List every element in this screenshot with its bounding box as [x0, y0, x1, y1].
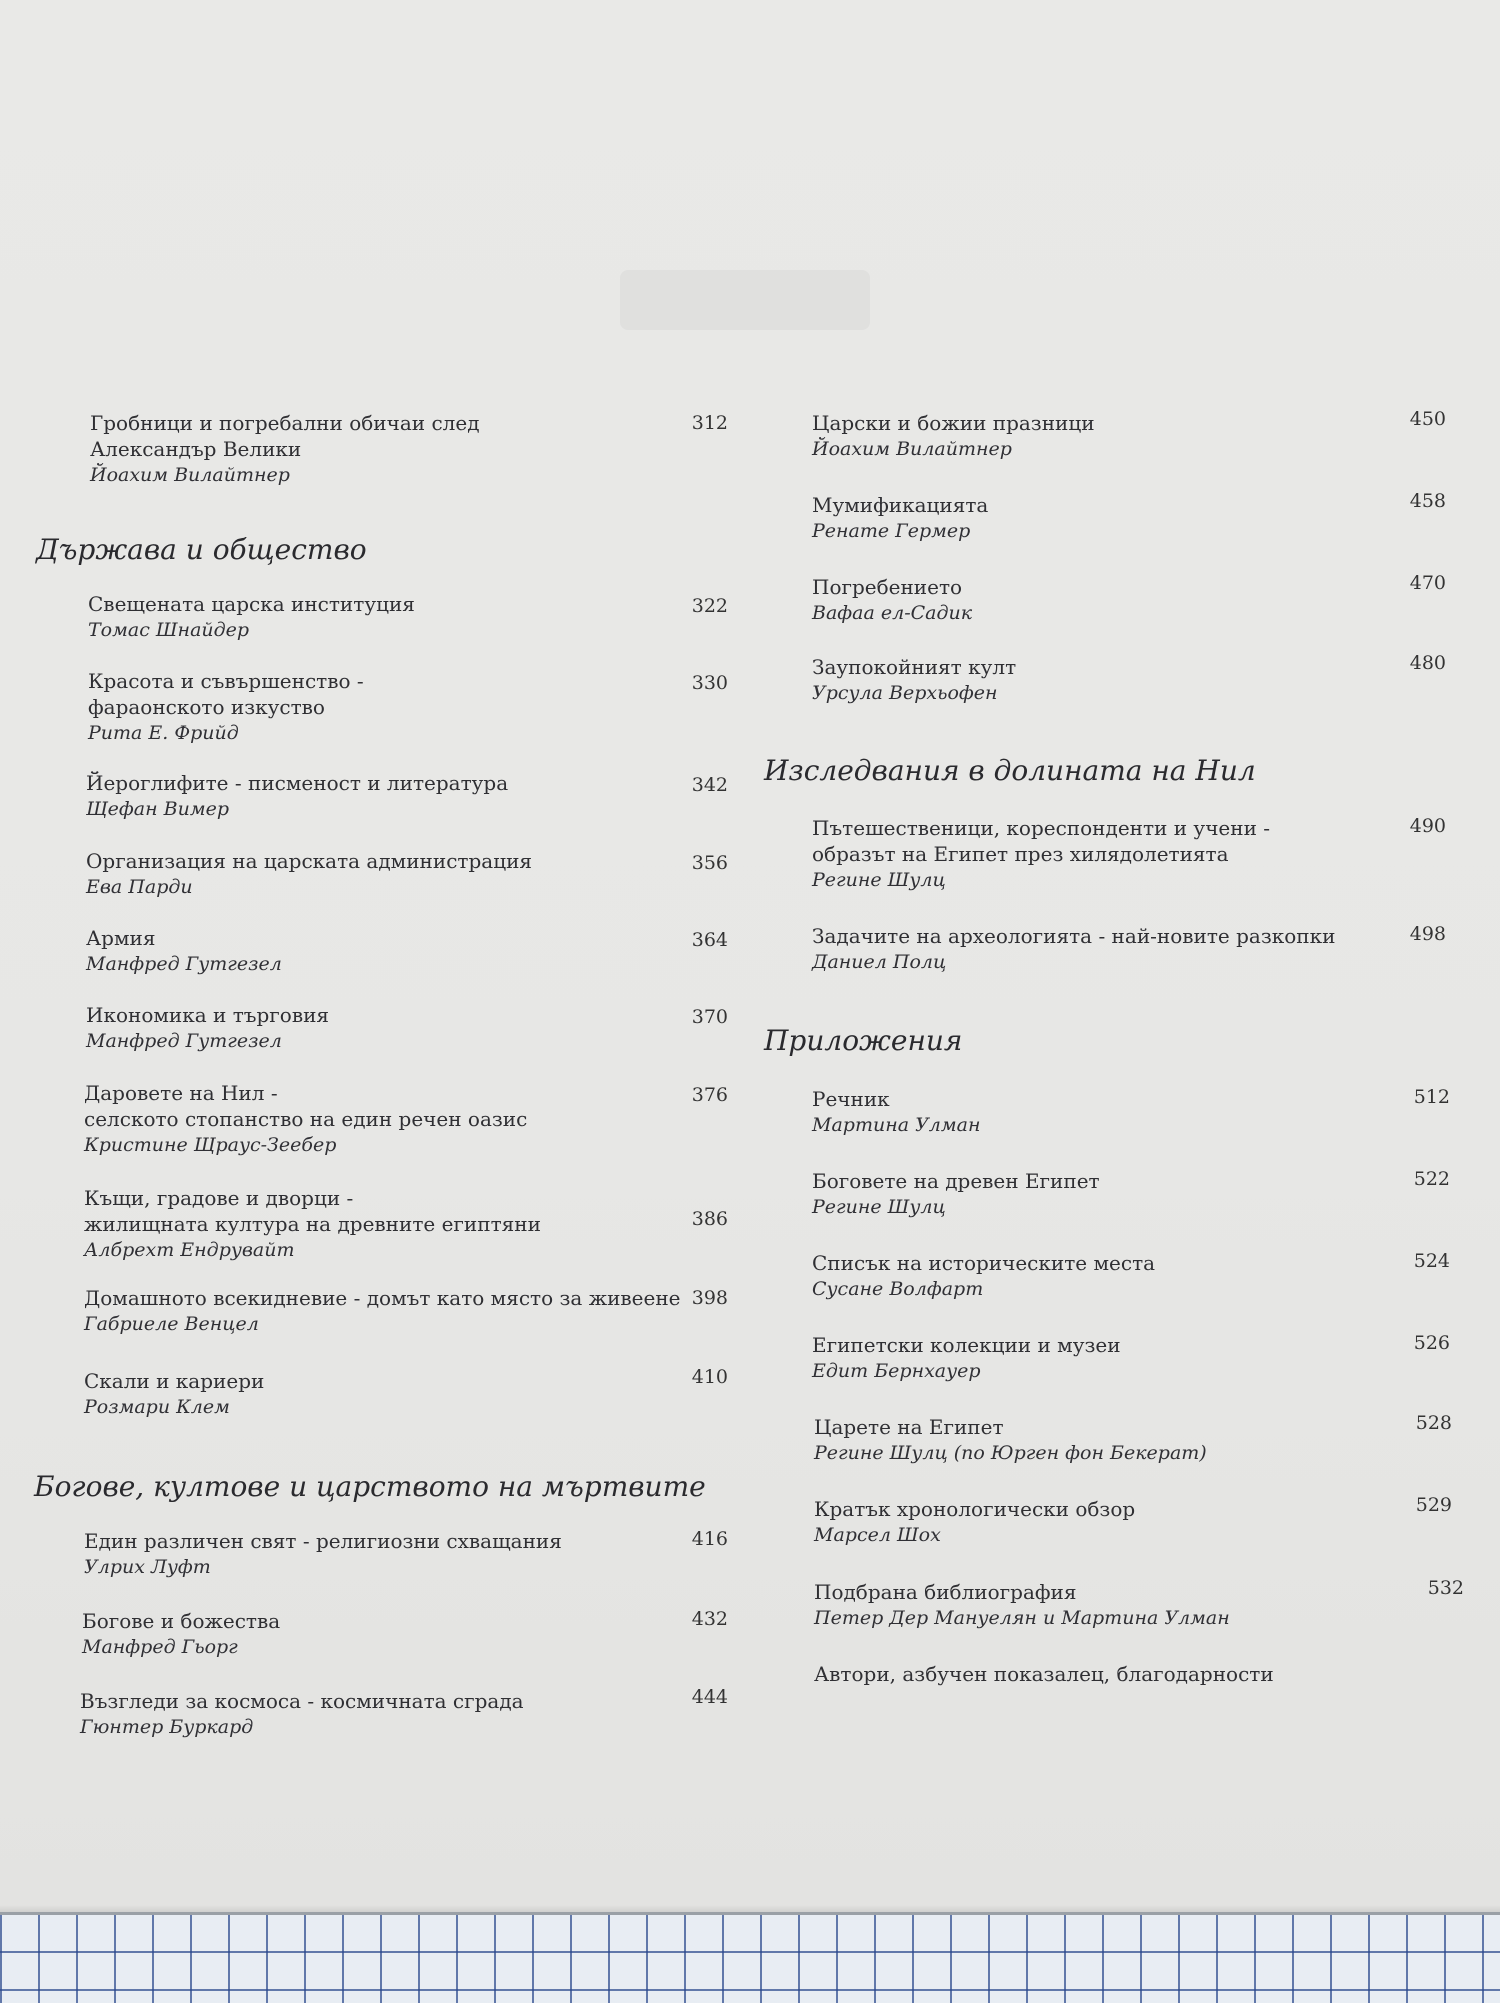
show-through-text: [620, 270, 870, 330]
entry-page-number: 526: [1413, 1332, 1450, 1354]
entry-title: Автори, азбучен показалец, благодарности: [814, 1662, 1274, 1686]
entry-author: Томас Шнайдер: [88, 619, 250, 641]
entry-page-number: 312: [691, 412, 728, 434]
toc-entry: [84, 1080, 527, 1158]
toc-entry: [80, 1688, 524, 1740]
entry-page-number: 458: [1409, 490, 1446, 512]
entry-author: Йоахим Вилайтнер: [90, 464, 290, 486]
entry-page-number: 450: [1409, 408, 1446, 430]
entry-page-number: 370: [691, 1006, 728, 1028]
entry-page-number: 529: [1415, 1494, 1452, 1516]
entry-page-number: 522: [1413, 1168, 1450, 1190]
toc-entry: [88, 668, 364, 746]
entry-title: Даровете на Нил - селското стопанство на един речен оазис: [84, 1081, 528, 1131]
entry-title: Армия: [86, 926, 156, 950]
entry-author: Регине Шулц (по Юрген фон Бекерат): [814, 1442, 1207, 1464]
toc-entry: [86, 925, 282, 977]
entry-title: Царски и божии празници: [812, 411, 1095, 435]
entry-title: Къщи, градове и дворци - жилищната култура на древните египтяни: [84, 1186, 541, 1236]
entry-author: Даниел Полц: [812, 951, 947, 973]
toc-entry: [814, 1496, 1135, 1548]
entry-page-number: 376: [691, 1084, 728, 1106]
section-heading: Приложения: [764, 1024, 963, 1057]
entry-author: Ева Парди: [86, 876, 193, 898]
entry-page-number: 532: [1427, 1577, 1464, 1599]
entry-author: Манфред Гутгезел: [86, 953, 282, 975]
entry-author: Петер Дер Мануелян и Мартина Улман: [814, 1607, 1230, 1629]
entry-page-number: 432: [691, 1608, 728, 1630]
entry-author: Ренате Гермер: [812, 520, 971, 542]
entry-title: Египетски колекции и музеи: [812, 1333, 1121, 1357]
entry-page-number: 356: [691, 852, 728, 874]
entry-page-number: 490: [1409, 815, 1446, 837]
entry-page-number: 330: [691, 672, 728, 694]
entry-author: Марсел Шох: [814, 1524, 941, 1546]
entry-page-number: 528: [1415, 1412, 1452, 1434]
entry-author: Гюнтер Буркард: [80, 1716, 254, 1738]
toc-entry: [86, 770, 508, 822]
toc-entry: [84, 1285, 681, 1337]
entry-title: Погребението: [812, 575, 963, 599]
toc-entry: [812, 574, 972, 626]
entry-title: Богове и божества: [82, 1609, 281, 1633]
entry-title: Йероглифите - писменост и литература: [86, 771, 509, 795]
section-heading: Държава и общество: [36, 533, 367, 566]
entry-page-number: 364: [691, 929, 728, 951]
section-heading: Изследвания в долината на Нил: [764, 754, 1256, 787]
toc-entry: [90, 410, 480, 488]
toc-entry: [812, 1332, 1121, 1384]
entry-author: Габриеле Венцел: [84, 1313, 259, 1335]
entry-title: Боговете на древен Египет: [812, 1169, 1100, 1193]
entry-page-number: 410: [691, 1366, 728, 1388]
toc-entry: [84, 1185, 541, 1263]
entry-author: Рита Е. Фрийд: [88, 722, 239, 744]
entry-title: Речник: [812, 1087, 890, 1111]
grid-surface: [0, 1912, 1500, 2003]
toc-entry: [812, 654, 1016, 706]
entry-page-number: 386: [691, 1208, 728, 1230]
entry-page-number: 444: [691, 1686, 728, 1708]
entry-page-number: 498: [1409, 923, 1446, 945]
toc-entry: [812, 1250, 1155, 1302]
entry-title: Икономика и търговия: [86, 1003, 330, 1027]
entry-page-number: 342: [691, 774, 728, 796]
entry-title: Свещената царска институция: [88, 592, 415, 616]
entry-title: Скали и кариери: [84, 1369, 265, 1393]
entry-title: Красота и съвършенство - фараонското изкуство: [88, 669, 364, 719]
entry-page-number: 322: [691, 595, 728, 617]
toc-entry: [86, 848, 532, 900]
entry-page-number: 524: [1413, 1250, 1450, 1272]
entry-page-number: 512: [1413, 1086, 1450, 1108]
entry-title: Един различен свят - религиозни схващания: [84, 1529, 562, 1553]
entry-page-number: 470: [1409, 572, 1446, 594]
toc-entry: [814, 1579, 1230, 1631]
entry-title: Подбрана библиография: [814, 1580, 1077, 1604]
entry-title: Заупокойният култ: [812, 655, 1017, 679]
entry-title: Задачите на археологията - най-новите разкопки: [812, 924, 1336, 948]
entry-author: Албрехт Ендрувайт: [84, 1239, 295, 1261]
entry-title: Кратък хронологически обзор: [814, 1497, 1136, 1521]
toc-entry: [84, 1528, 562, 1580]
entry-title: Списък на историческите места: [812, 1251, 1156, 1275]
entry-title: Гробници и погребални обичаи след Александър Велики: [90, 411, 480, 461]
toc-entry: [814, 1414, 1207, 1466]
entry-author: Манфред Гьорг: [82, 1636, 238, 1658]
entry-author: Йоахим Вилайтнер: [812, 438, 1012, 460]
toc-entry: [812, 492, 988, 544]
entry-page-number: 480: [1409, 652, 1446, 674]
toc-entry: [812, 923, 1335, 975]
entry-author: Улрих Луфт: [84, 1556, 211, 1578]
entry-author: Кристине Щраус-Зеебер: [84, 1134, 337, 1156]
entry-author: Регине Шулц: [812, 1196, 946, 1218]
entry-author: Сусане Волфарт: [812, 1278, 984, 1300]
toc-entry: [812, 410, 1095, 462]
entry-title: Домашното всекидневие - домът като място за живеене: [84, 1286, 681, 1310]
toc-entry: [812, 1168, 1100, 1220]
toc-entry: [86, 1002, 329, 1054]
entry-author: Щефан Вимер: [86, 798, 230, 820]
toc-entry: [82, 1608, 280, 1660]
toc-entry: [84, 1368, 264, 1420]
section-heading: Богове, култове и царството на мъртвите: [34, 1470, 706, 1503]
entry-title: Пътешественици, кореспонденти и учени - образът на Египет през хилядолетията: [812, 816, 1271, 866]
entry-title: Възгледи за космоса - космичната сграда: [80, 1689, 524, 1713]
toc-entry: [88, 591, 415, 643]
entry-page-number: 416: [691, 1528, 728, 1550]
entry-author: Регине Шулц: [812, 869, 946, 891]
entry-title: Царете на Египет: [814, 1415, 1004, 1439]
entry-author: Вафаа ел-Садик: [812, 602, 973, 624]
entry-author: Розмари Клем: [84, 1396, 230, 1418]
toc-entry: [812, 815, 1270, 893]
toc-entry: [812, 1086, 981, 1138]
entry-author: Манфред Гутгезел: [86, 1030, 282, 1052]
entry-author: Едит Бернхауер: [812, 1360, 981, 1382]
entry-title: Организация на царската администрация: [86, 849, 533, 873]
entry-author: Урсула Верхьофен: [812, 682, 998, 704]
toc-entry: [814, 1661, 1274, 1687]
entry-page-number: 398: [691, 1287, 728, 1309]
entry-title: Мумификацията: [812, 493, 989, 517]
entry-author: Мартина Улман: [812, 1114, 981, 1136]
